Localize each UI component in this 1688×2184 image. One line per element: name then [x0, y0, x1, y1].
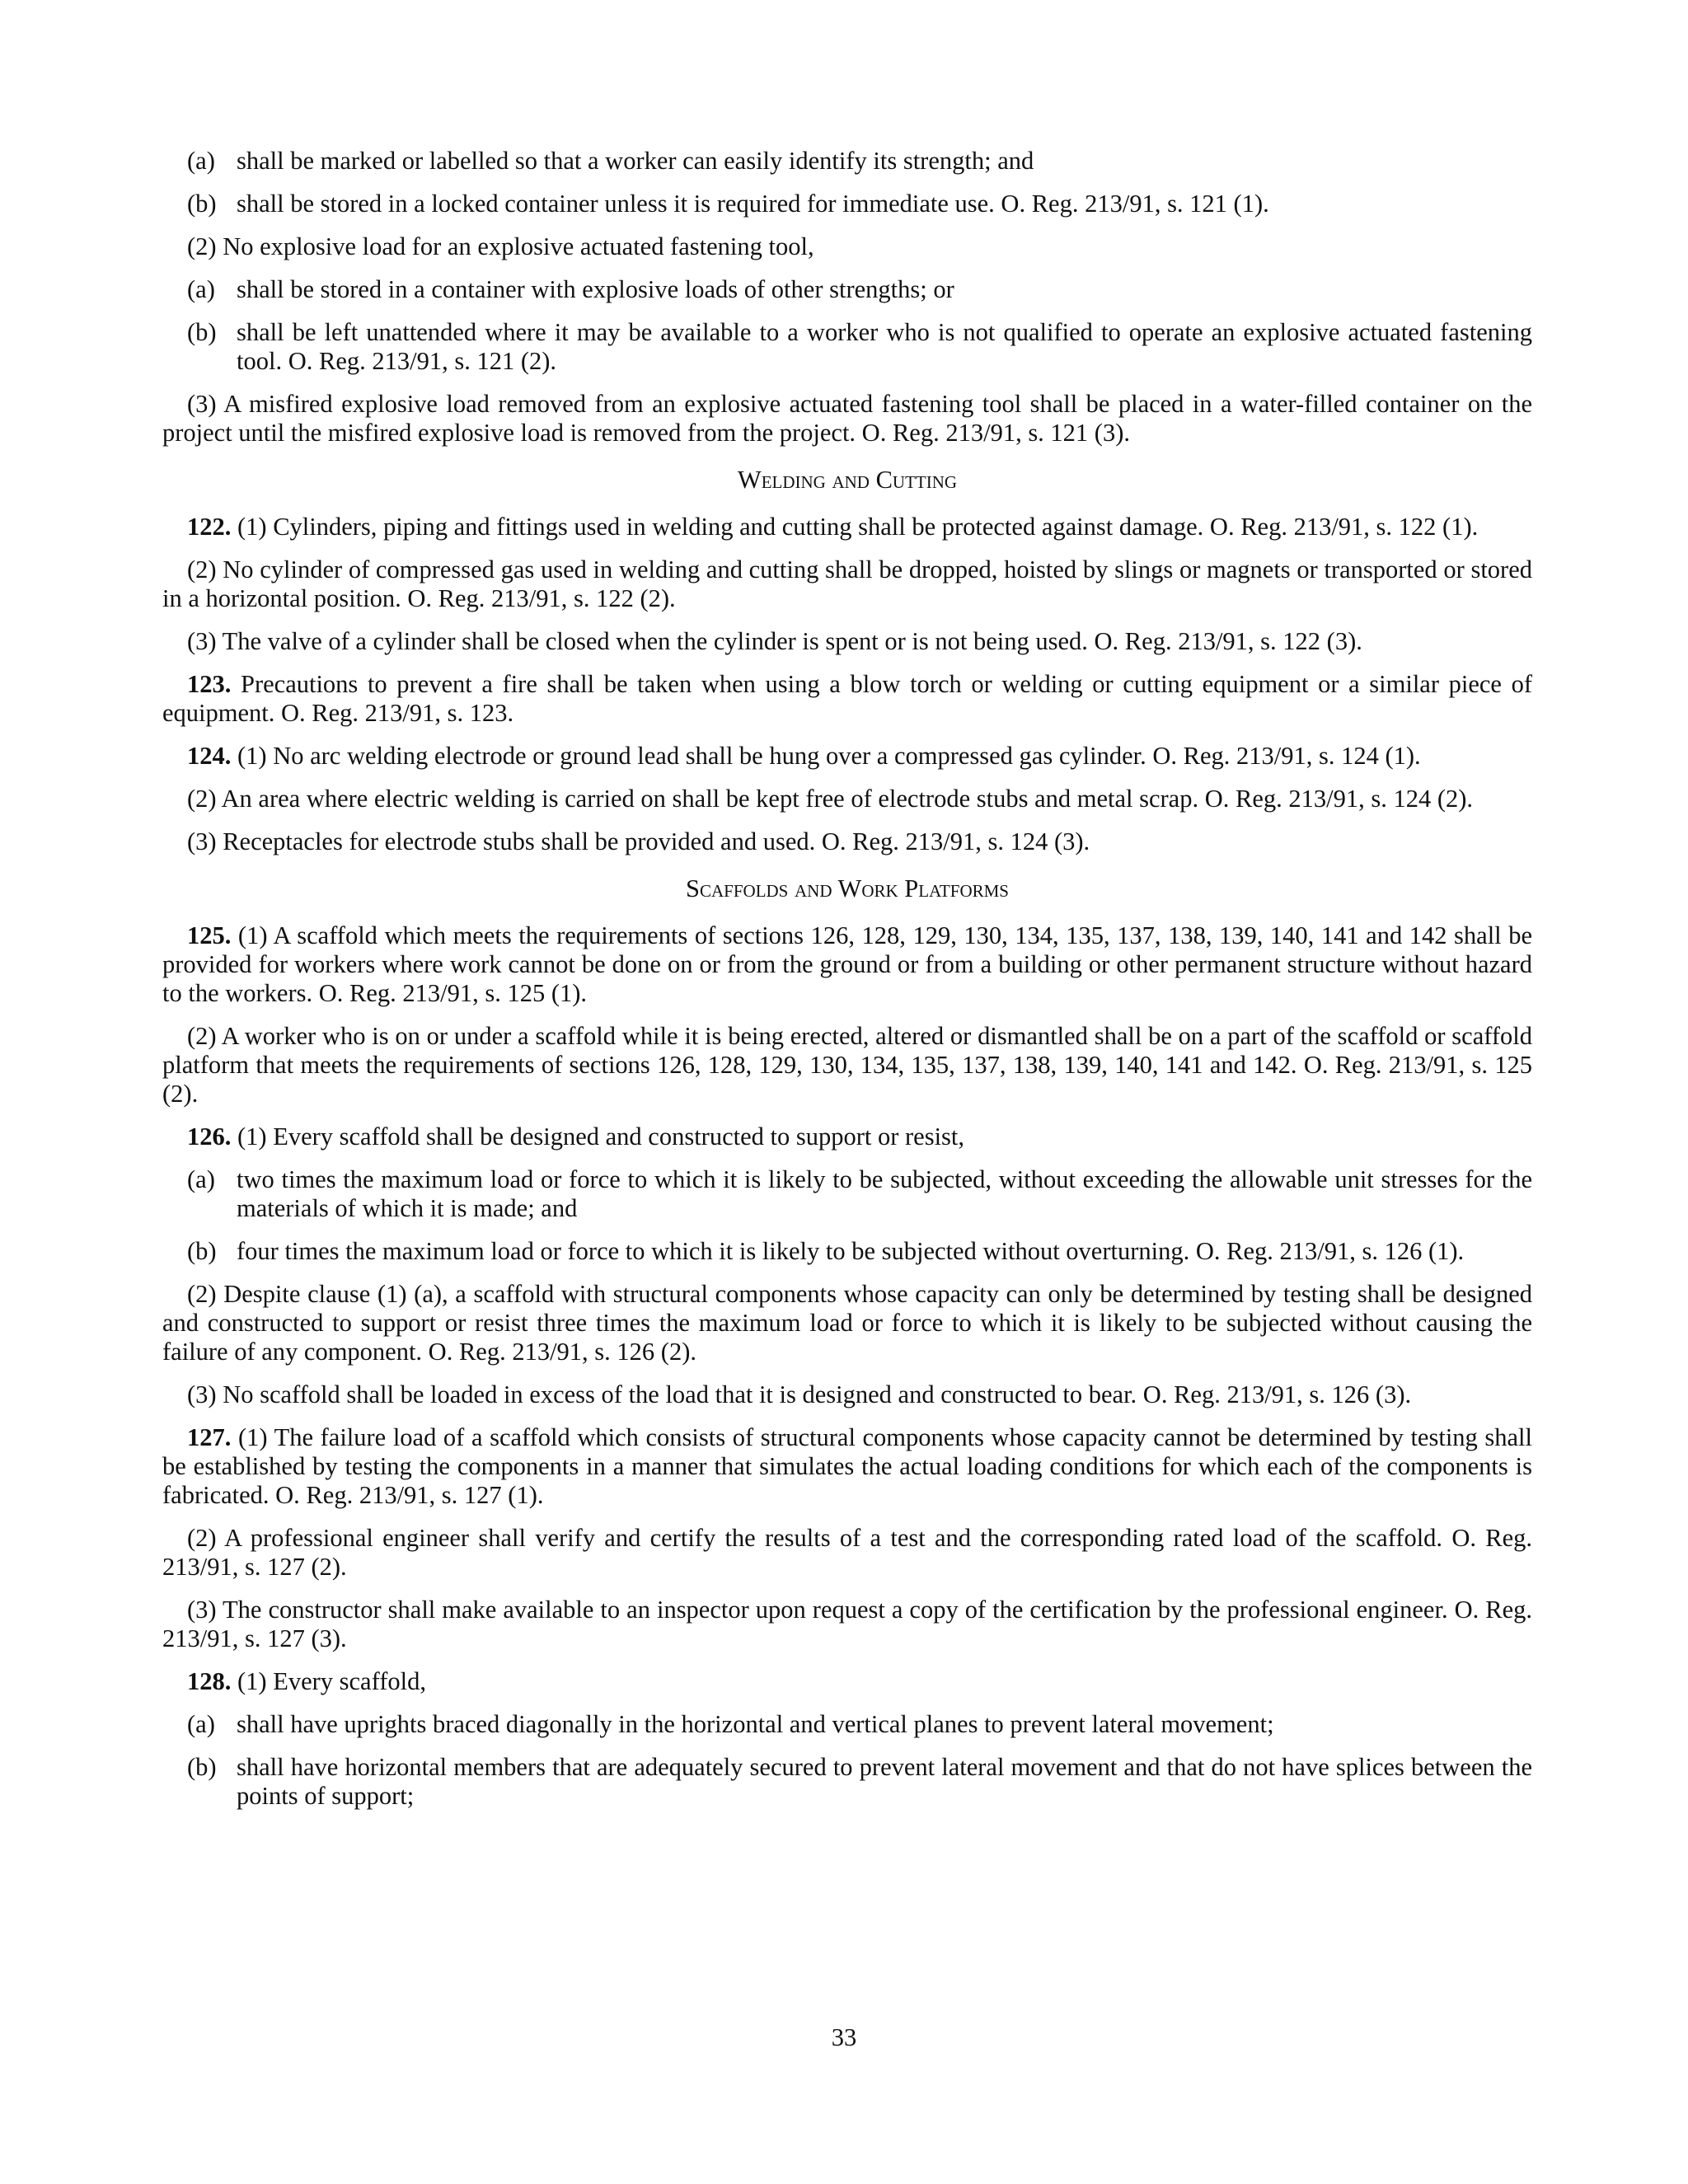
paragraph — [162, 670, 1532, 728]
clause-label: (b) — [187, 318, 217, 346]
section-number: 125. — [187, 921, 232, 949]
clause — [187, 147, 1532, 176]
clause — [187, 190, 1532, 218]
paragraph — [162, 1022, 1532, 1108]
document-page — [162, 147, 1532, 1825]
clause-text: shall be marked or labelled so that a worker can easily identify its strength; and — [237, 147, 1034, 175]
clause-text: shall be stored in a locked container unless it is required for immediate use. O. Reg. 213/91, s. 121 (1). — [237, 190, 1269, 218]
paragraph — [162, 1122, 1532, 1151]
clause-label: (a) — [187, 1165, 215, 1193]
paragraph — [162, 390, 1532, 448]
paragraph-text: (2) No cylinder of compressed gas used in welding and cutting shall be dropped, hoisted by slings or magnets or transported or stored in a horizontal position. O. Reg. 213/91, s. 122 (2). — [162, 555, 1532, 612]
page-number: 33 — [831, 2023, 857, 2051]
paragraph — [162, 232, 1532, 261]
paragraph — [162, 785, 1532, 813]
paragraph-text: (1) A scaffold which meets the requirements of sections 126, 128, 129, 130, 134, 135, 137, 138, 139, 140, 141 and 142 shall be provided for workers where work cannot be done on or from the ground or from a building or other permanent structure without hazard to the workers. O. Reg. 213/91, s. 125 (1). — [162, 921, 1532, 1007]
section-heading — [162, 466, 1532, 494]
section-number: 126. — [187, 1122, 232, 1151]
section-number: 127. — [187, 1423, 232, 1451]
clause — [187, 1165, 1532, 1223]
paragraph — [162, 513, 1532, 541]
paragraph-text: (2) An area where electric welding is carried on shall be kept free of electrode stubs and metal scrap. O. Reg. 213/91, s. 124 (2). — [187, 785, 1474, 813]
clause-label: (b) — [187, 1753, 217, 1781]
clause-label: (b) — [187, 1237, 217, 1265]
paragraph — [162, 1667, 1532, 1696]
clause-label: (b) — [187, 190, 217, 218]
clause-label: (a) — [187, 1710, 215, 1738]
clause — [187, 318, 1532, 376]
paragraph-text: (2) A worker who is on or under a scaffold while it is being erected, altered or dismantled shall be on a part of the scaffold or scaffold platform that meets the requirements of sections 126, 128, 129, 130, 134, 135, 137, 138, 139, 140, 141 and 142. O. Reg. 213/91, s. 125 (2). — [162, 1022, 1532, 1108]
clause — [187, 275, 1532, 304]
paragraph-text: (1) Every scaffold shall be designed and constructed to support or resist, — [231, 1122, 965, 1151]
clause-label: (a) — [187, 147, 215, 175]
paragraph-text: (1) Every scaffold, — [231, 1667, 426, 1695]
clause-text: shall be left unattended where it may be available to a worker who is not qualified to operate an explosive actuated fastening tool. O. Reg. 213/91, s. 121 (2). — [237, 318, 1532, 375]
paragraph-text: (1) The failure load of a scaffold which consists of structural components whose capacity cannot be determined by testing shall be established by testing the components in a manner that simulates the actual loading conditions for which each of the components is fabricated. O. Reg. 213/91, s. 127 (1). — [162, 1423, 1532, 1509]
paragraph — [162, 555, 1532, 613]
paragraph — [162, 742, 1532, 771]
section-number: 122. — [187, 513, 232, 541]
paragraph — [162, 1380, 1532, 1409]
paragraph-text: (2) A professional engineer shall verify and certify the results of a test and the corresponding rated load of the scaffold. O. Reg. 213/91, s. 127 (2). — [162, 1524, 1532, 1581]
paragraph-text: (2) Despite clause (1) (a), a scaffold with structural components whose capacity can only be determined by testing shall be designed and constructed to support or resist three times the maximum load or force to which it is likely to be subjected without causing the failure of any component. O. Reg. 213/91, s. 126 (2). — [162, 1280, 1532, 1366]
paragraph-text: (1) Cylinders, piping and fittings used in welding and cutting shall be protected against damage. O. Reg. 213/91, s. 122 (1). — [231, 513, 1479, 541]
paragraph — [162, 1524, 1532, 1582]
section-number: 128. — [187, 1667, 232, 1695]
clause — [187, 1710, 1532, 1739]
paragraph — [162, 1280, 1532, 1366]
paragraph — [162, 1596, 1532, 1653]
section-number: 124. — [187, 742, 232, 770]
clause-text: shall have uprights braced diagonally in the horizontal and vertical planes to prevent lateral movement; — [237, 1710, 1274, 1738]
section-number: 123. — [187, 670, 232, 698]
section-heading — [162, 874, 1532, 903]
paragraph-text: (3) A misfired explosive load removed from an explosive actuated fastening tool shall be placed in a water-filled container on the project until the misfired explosive load is removed from the project. O. Reg. 213/91, s. 121 (3). — [162, 390, 1532, 447]
clause — [187, 1237, 1532, 1266]
heading-text: Scaffolds and Work Platforms — [686, 874, 1009, 902]
paragraph — [162, 827, 1532, 856]
paragraph — [162, 921, 1532, 1008]
clause-text: two times the maximum load or force to which it is likely to be subjected, without exceeding the allowable unit stresses for the materials of which it is made; and — [237, 1165, 1532, 1222]
paragraph — [162, 1423, 1532, 1510]
paragraph-text: Precautions to prevent a fire shall be taken when using a blow torch or welding or cutting equipment or a similar piece of equipment. O. Reg. 213/91, s. 123. — [162, 670, 1532, 727]
clause-text: four times the maximum load or force to which it is likely to be subjected without overturning. O. Reg. 213/91, s. 126 (1). — [237, 1237, 1465, 1265]
clause-text: shall be stored in a container with explosive loads of other strengths; or — [237, 275, 954, 303]
paragraph-text: (3) Receptacles for electrode stubs shall be provided and used. O. Reg. 213/91, s. 124 (3). — [187, 827, 1090, 855]
clause-text: shall have horizontal members that are adequately secured to prevent lateral movement and that do not have splices between the points of support; — [237, 1753, 1532, 1810]
paragraph-text: (3) The valve of a cylinder shall be closed when the cylinder is spent or is not being used. O. Reg. 213/91, s. 122 (3). — [187, 627, 1362, 655]
paragraph-text: (2) No explosive load for an explosive actuated fastening tool, — [187, 232, 814, 260]
paragraph-text: (1) No arc welding electrode or ground lead shall be hung over a compressed gas cylinder. O. Reg. 213/91, s. 124 (1). — [231, 742, 1421, 770]
clause-label: (a) — [187, 275, 215, 303]
paragraph-text: (3) No scaffold shall be loaded in excess of the load that it is designed and constructed to bear. O. Reg. 213/91, s. 126 (3). — [187, 1380, 1412, 1408]
paragraph-text: (3) The constructor shall make available to an inspector upon request a copy of the certification by the professional engineer. O. Reg. 213/91, s. 127 (3). — [162, 1596, 1532, 1652]
clause — [187, 1753, 1532, 1811]
paragraph — [162, 627, 1532, 656]
heading-text: Welding and Cutting — [737, 466, 958, 494]
